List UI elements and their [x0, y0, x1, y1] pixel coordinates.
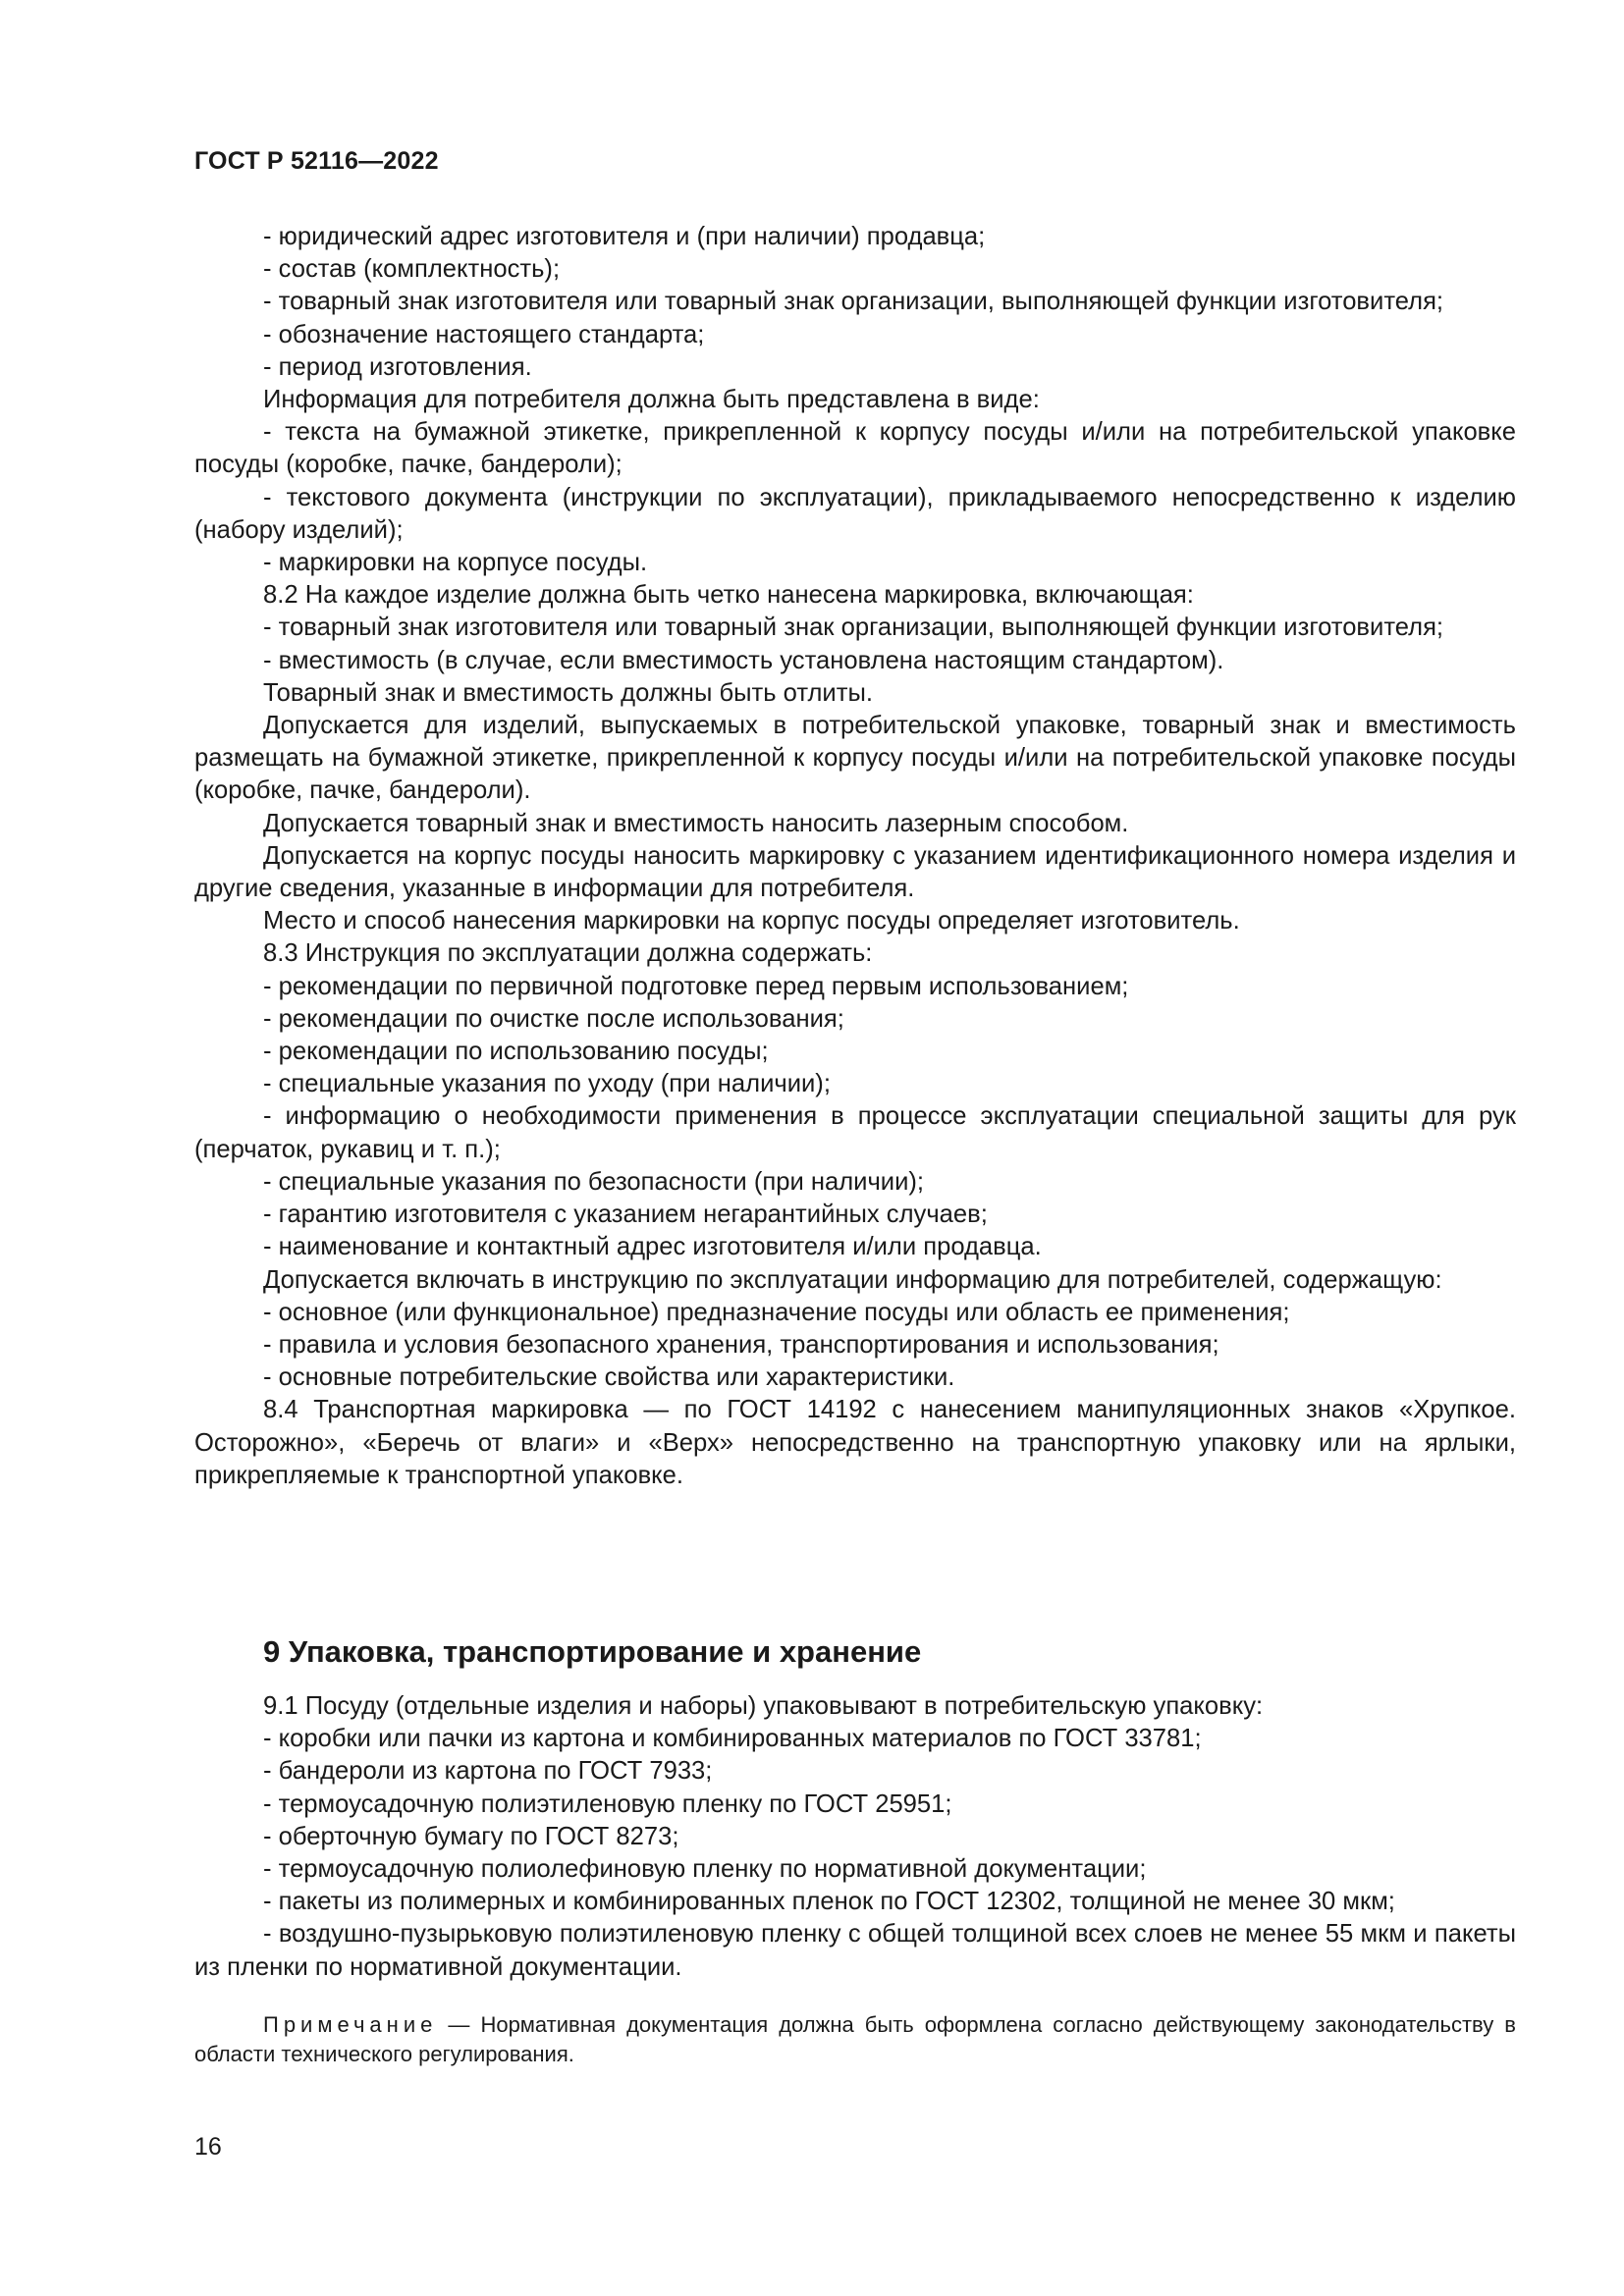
paragraph: Допускается товарный знак и вместимость наносить лазерным способом.	[263, 809, 1129, 837]
note-label: Примечание	[263, 2012, 438, 2037]
section-paragraph: - оберточную бумагу по ГОСТ 8273;	[263, 1822, 679, 1850]
paragraph: Информация для потребителя должна быть представлена в виде:	[263, 386, 1040, 414]
paragraph: Место и способ нанесения маркировки на корпус посуды определяет изготовитель.	[263, 907, 1240, 935]
paragraph: - основные потребительские свойства или характеристики.	[263, 1363, 955, 1392]
paragraph: - обозначение настоящего стандарта;	[263, 320, 705, 348]
paragraph: - информацию о необходимости применения в процессе эксплуатации специальной защиты для рук (перчаток, рукавиц и т. п.);	[194, 1102, 1516, 1163]
paragraph: - рекомендации по использованию посуды;	[263, 1038, 769, 1066]
paragraph: - гарантию изготовителя с указанием негарантийных случаев;	[263, 1201, 988, 1229]
paragraph: - товарный знак изготовителя или товарный знак организации, выполняющей функции изготовителя;	[263, 288, 1444, 316]
section-title: 9 Упаковка, транспортирование и хранение	[263, 1634, 922, 1669]
paragraph: - основное (или функциональное) предназначение посуды или область ее применения;	[263, 1298, 1290, 1326]
paragraph: - текста на бумажной этикетке, прикрепленной к корпусу посуды и/или на потребительской упаковке посуды (коробке, пачке, бандероли);	[194, 418, 1516, 479]
paragraph: - текстового документа (инструкции по эксплуатации), прикладываемого непосредственно к изделию (набору изделий);	[194, 483, 1516, 544]
section-text	[194, 1690, 1516, 1984]
paragraph: - наименование и контактный адрес изготовителя и/или продавца.	[263, 1233, 1042, 1261]
paragraph: - товарный знак изготовителя или товарный знак организации, выполняющей функции изготовителя;	[263, 614, 1444, 642]
section-paragraph: - коробки или пачки из картона и комбинированных материалов по ГОСТ 33781;	[263, 1725, 1202, 1753]
section-paragraph: - воздушно-пузырьковую полиэтиленовую пленку с общей толщиной всех слоев не менее 55 мкм и пакеты из пленки по нормативной документации.	[194, 1920, 1516, 1981]
section-paragraph: - бандероли из картона по ГОСТ 7933;	[263, 1757, 713, 1786]
paragraph: Товарный знак и вместимость должны быть отлиты.	[263, 678, 873, 707]
paragraph: 8.2 На каждое изделие должна быть четко нанесена маркировка, включающая:	[263, 581, 1194, 610]
document-header: ГОСТ Р 52116—2022	[194, 147, 439, 175]
paragraph: 8.4 Транспортная маркировка — по ГОСТ 14192 с нанесением манипуляционных знаков «Хрупкое. Осторожно», «Беречь от влаги» и «Верх» непосредственно на транспортную упаковку или на ярлыки, прикрепляемые к транспортной упаковке.	[194, 1396, 1516, 1489]
paragraph: - рекомендации по очистке после использования;	[263, 1004, 844, 1033]
paragraph: Допускается включать в инструкцию по эксплуатации информацию для потребителей, содержащую:	[263, 1265, 1442, 1294]
paragraph: - правила и условия безопасного хранения, транспортирования и использования;	[263, 1330, 1219, 1359]
paragraph: 8.3 Инструкция по эксплуатации должна содержать:	[263, 939, 873, 968]
paragraph: Допускается на корпус посуды наносить маркировку с указанием идентификационного номера изделия и другие сведения, указанные в информации для потребителя.	[194, 841, 1516, 903]
paragraph: - специальные указания по безопасности (при наличии);	[263, 1167, 925, 1196]
note	[194, 2010, 1516, 2069]
body-text	[194, 221, 1516, 1492]
paragraph: - период изготовления.	[263, 352, 532, 381]
note-paragraph	[194, 2010, 1516, 2069]
paragraph: - рекомендации по первичной подготовке перед первым использованием;	[263, 972, 1129, 1000]
paragraph: - юридический адрес изготовителя и (при наличии) продавца;	[263, 223, 986, 250]
paragraph: - состав (комплектность);	[263, 255, 561, 284]
paragraph: - специальные указания по уходу (при наличии);	[263, 1070, 831, 1098]
paragraph: Допускается для изделий, выпускаемых в потребительской упаковке, товарный знак и вместимость размещать на бумажной этикетке, прикрепленной к корпусу посуды и/или на потребительской упаковке посуды (коробке, пачке, бандероли).	[194, 712, 1516, 805]
note-text: — Нормативная документация должна быть оформлена согласно действующему законодательству в области технического регулирования.	[194, 2012, 1516, 2066]
section-paragraph: - пакеты из полимерных и комбинированных пленок по ГОСТ 12302, толщиной не менее 30 мкм;	[263, 1888, 1395, 1916]
paragraph: - маркировки на корпусе посуды.	[263, 549, 648, 577]
paragraph: - вместимость (в случае, если вместимость установлена настоящим стандартом).	[263, 646, 1224, 674]
section-paragraph: - термоусадочную полиолефиновую пленку по нормативной документации;	[263, 1855, 1147, 1884]
page-number: 16	[194, 2133, 222, 2161]
section-paragraph: - термоусадочную полиэтиленовую пленку по ГОСТ 25951;	[263, 1789, 952, 1818]
section-paragraph: 9.1 Посуду (отдельные изделия и наборы) упаковывают в потребительскую упаковку:	[263, 1692, 1264, 1720]
